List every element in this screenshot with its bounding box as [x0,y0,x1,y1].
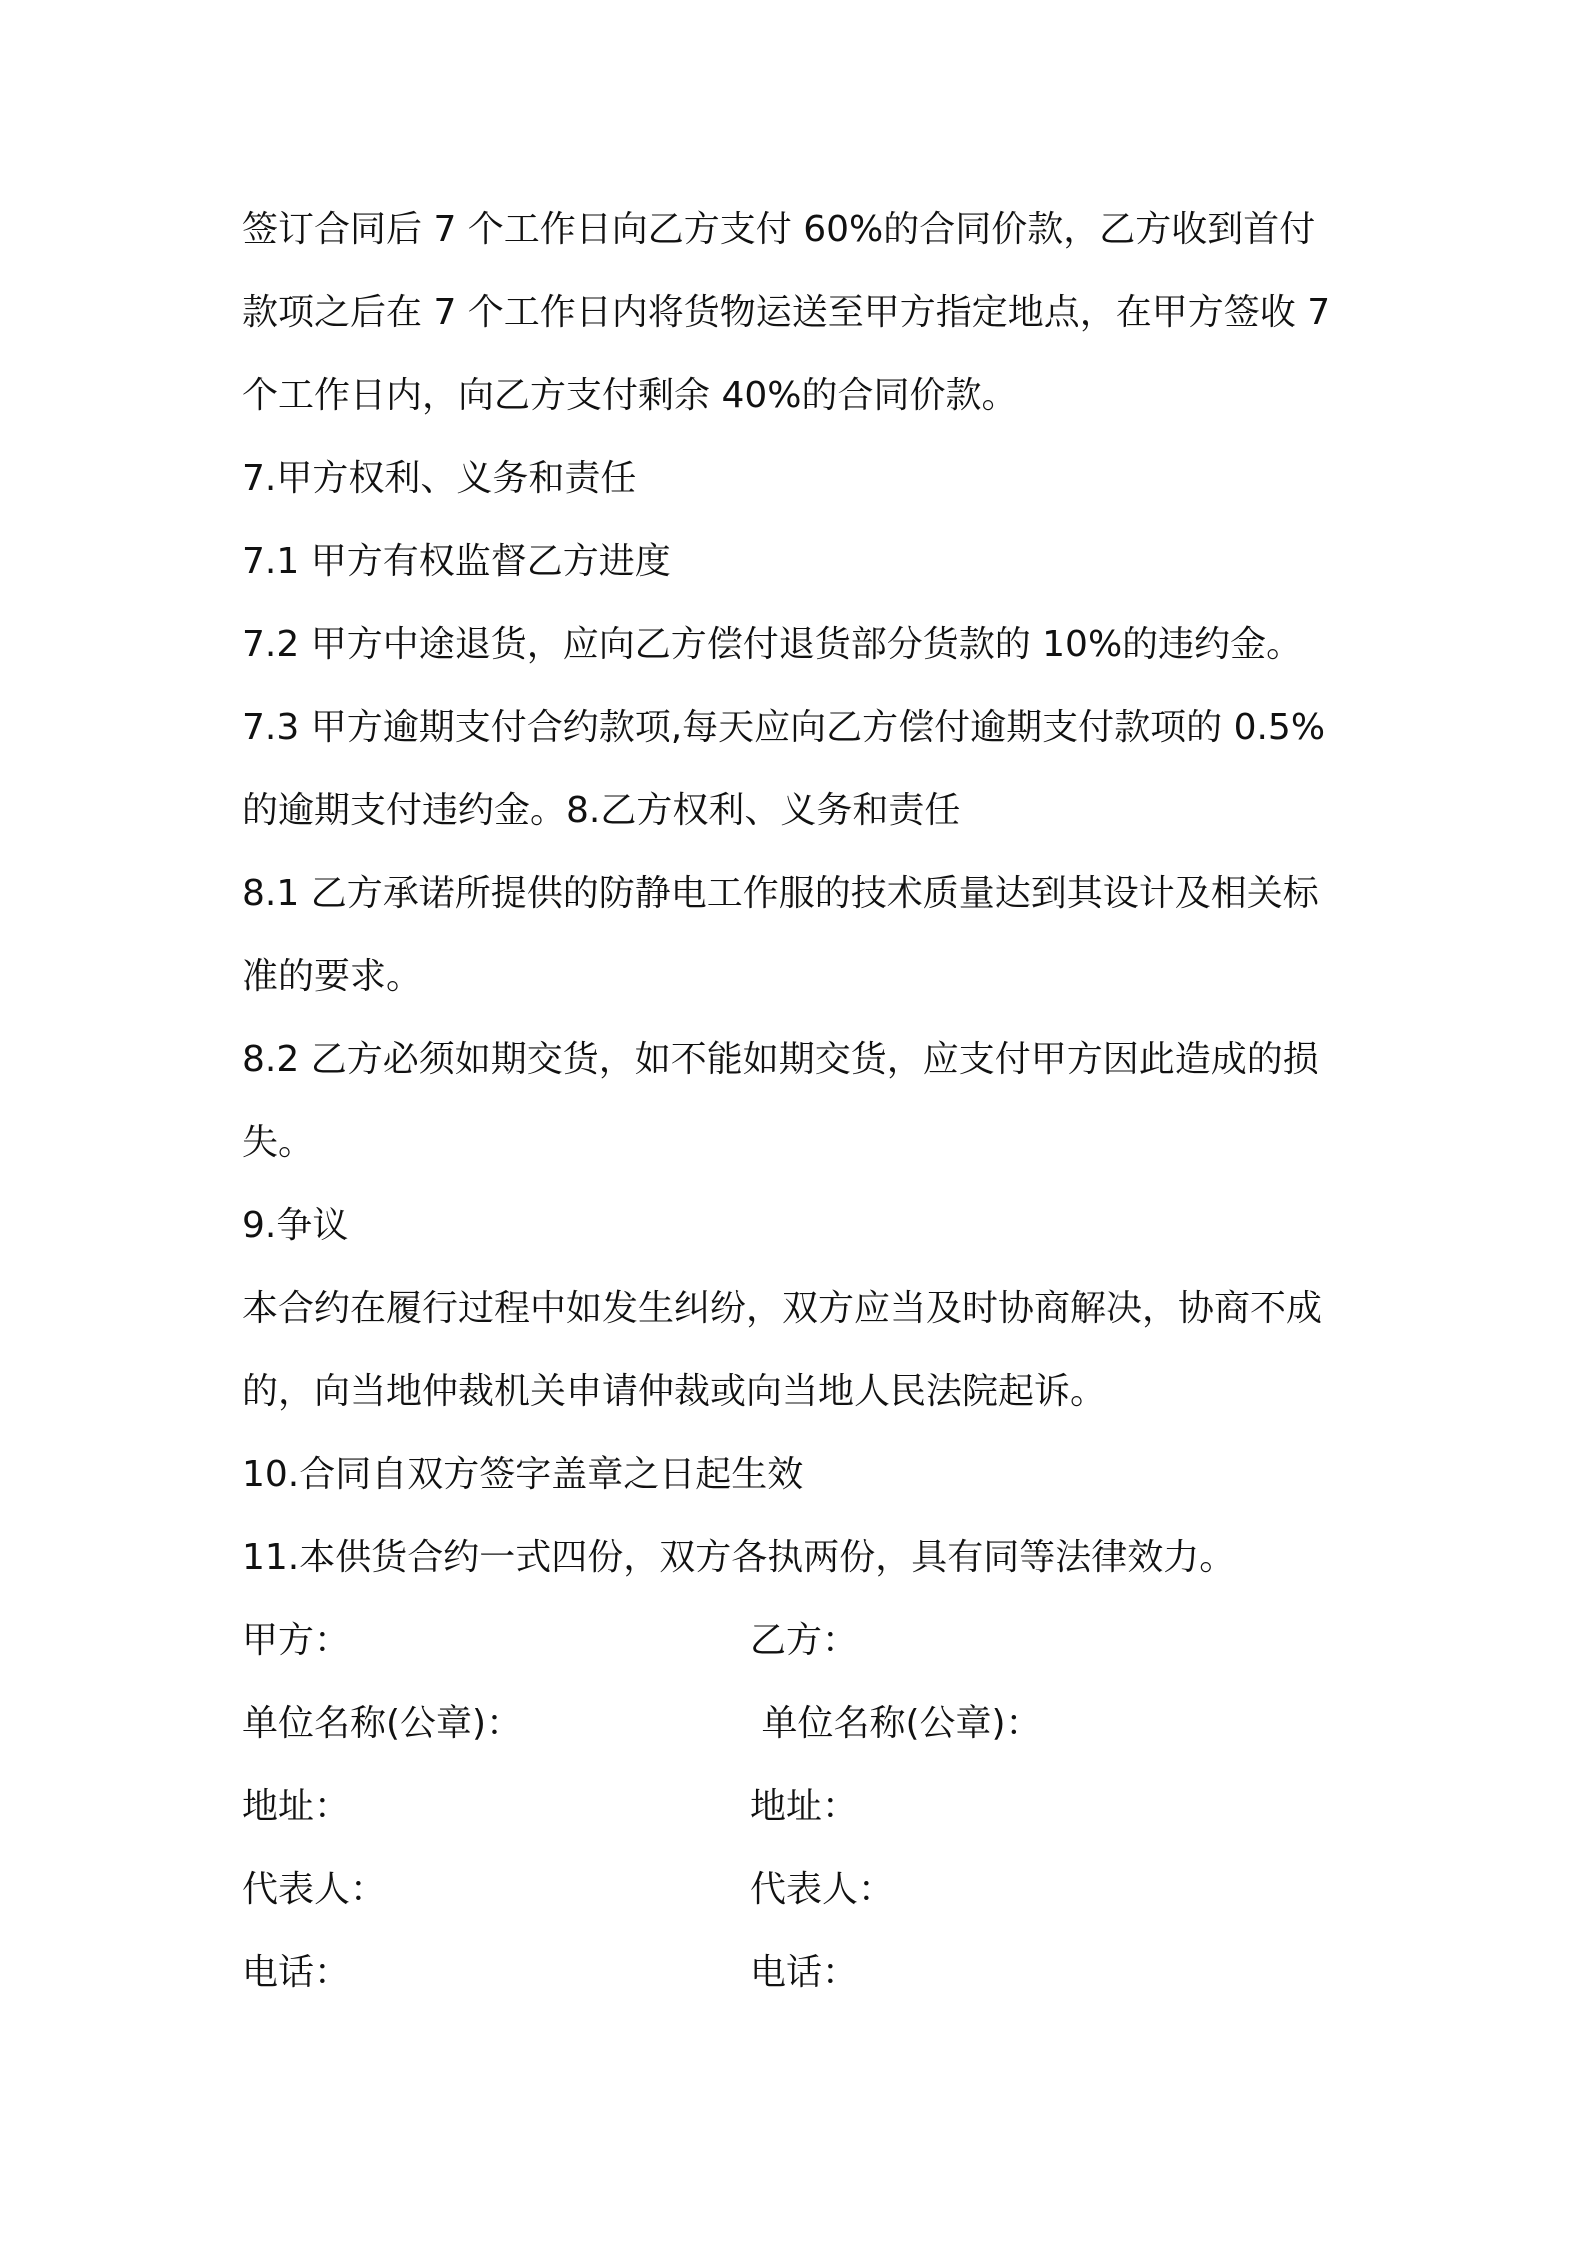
paragraph-line: 的，向当地仲裁机关申请仲裁或向当地人民法院起诉。 [242,1371,1107,1412]
section-heading: 10.合同自双方签字盖章之日起生效 [242,1454,804,1495]
clause-line: 7.3 甲方逾期支付合约款项,每天应向乙方偿付逾期支付款项的 0.5% [242,707,1326,748]
party-b-address-field: 地址： [750,1786,859,1827]
clause-line: 8.1 乙方承诺所提供的防静电工作服的技术质量达到其设计及相关标 [242,873,1319,914]
party-b-representative-field: 代表人： [750,1869,895,1910]
party-a-label: 甲方： [242,1620,351,1661]
clause-line: 的逾期支付违约金。8.乙方权利、义务和责任 [242,790,961,831]
clause-line: 7.1 甲方有权监督乙方进度 [242,541,671,582]
paragraph-line: 款项之后在 7 个工作日内将货物运送至甲方指定地点，在甲方签收 7 [242,292,1331,333]
party-b-phone-field: 电话： [750,1952,859,1993]
clause-line: 8.2 乙方必须如期交货，如不能如期交货，应支付甲方因此造成的损 [242,1039,1319,1080]
party-a-company-field: 单位名称(公章)： [242,1703,523,1744]
party-b-company-field: 单位名称(公章)： [750,1703,1042,1744]
party-a-address-field: 地址： [242,1786,351,1827]
section-heading: 7.甲方权利、义务和责任 [242,458,637,499]
party-a-representative-field: 代表人： [242,1869,387,1910]
paragraph-line: 签订合同后 7 个工作日向乙方支付 60%的合同价款，乙方收到首付 [242,209,1316,250]
section-heading: 11.本供货合约一式四份，双方各执两份，具有同等法律效力。 [242,1537,1236,1578]
paragraph-line: 本合约在履行过程中如发生纠纷，双方应当及时协商解决，协商不成 [242,1288,1323,1329]
clause-line: 7.2 甲方中途退货，应向乙方偿付退货部分货款的 10%的违约金。 [242,624,1303,665]
clause-line: 准的要求。 [242,956,423,997]
party-b-label: 乙方： [750,1620,859,1661]
party-a-phone-field: 电话： [242,1952,351,1993]
section-heading: 9.争议 [242,1205,349,1246]
clause-line: 失。 [242,1122,315,1163]
paragraph-line: 个工作日内，向乙方支付剩余 40%的合同价款。 [242,375,1018,416]
